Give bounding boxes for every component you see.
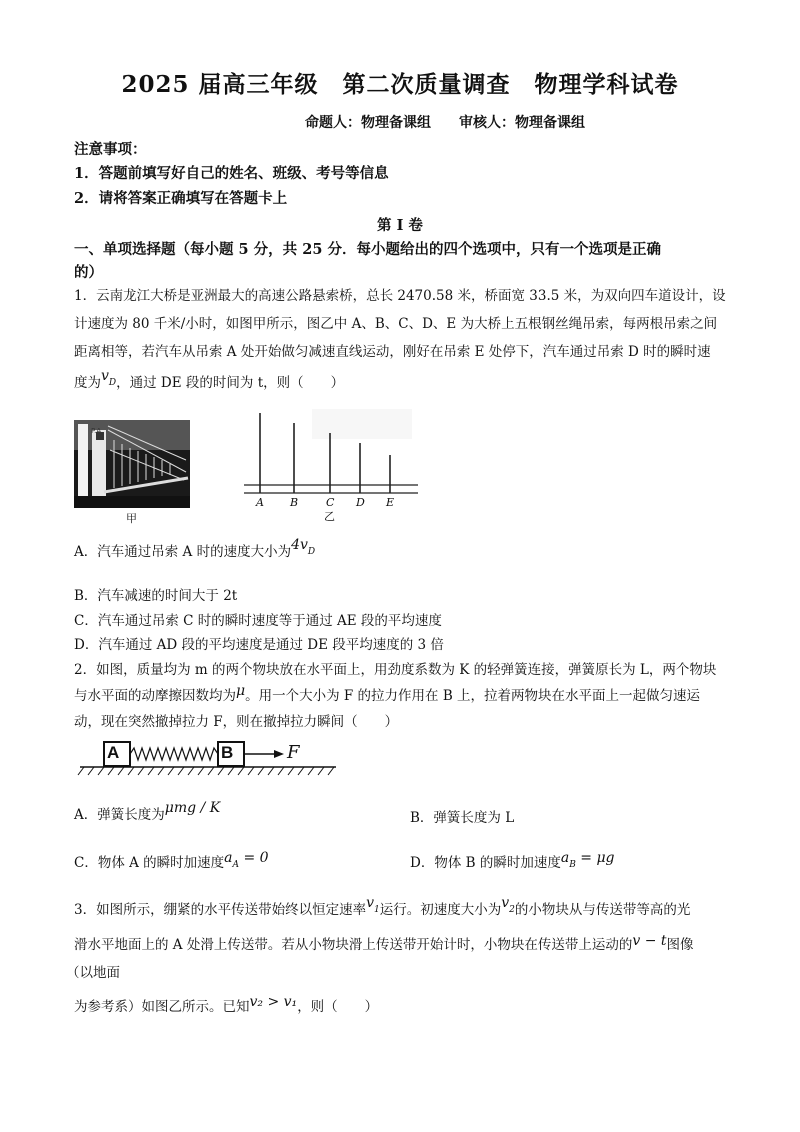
vd-symbol: v xyxy=(101,368,109,384)
q3-line-4 xyxy=(74,995,378,1015)
cable-label-e: E xyxy=(386,496,395,509)
q2-line-2-a: 与水平面的动摩擦因数均为 xyxy=(74,688,236,704)
q3-line-3: （以地面 xyxy=(66,965,120,981)
q2-line-1: 2．如图，质量均为 m 的两个物块放在水平面上，用劲度系数为 K 的轻弹簧连接，弹簧原长为 L，两个物块 xyxy=(74,662,717,678)
q3-line-4-a: 为参考系）如图乙所示。已知 xyxy=(74,999,250,1015)
v1-symbol: v xyxy=(366,895,375,911)
q2-option-a-math: μmg / K xyxy=(164,800,221,816)
q3-line-1-c: 的小物块从与传送带等高的光 xyxy=(514,902,691,918)
q3-line-1 xyxy=(74,895,691,921)
q1-option-b: B．汽车减速的时间大于 2t xyxy=(74,588,238,604)
vd-subscript: D xyxy=(108,377,117,388)
q3-line-2-b: 图像 xyxy=(666,937,694,953)
author-line: 命题人：物理备课组 审核人：物理备课组 xyxy=(305,115,585,131)
q1-option-c: C．汽车通过吊索 C 时的瞬时速度等于通过 AE 段的平均速度 xyxy=(74,613,442,629)
block-b-label: B xyxy=(221,743,234,762)
notice-item-1: 1．答题前填写好自己的姓名、班级、考号等信息 xyxy=(74,165,389,182)
q2-line-2 xyxy=(74,684,700,704)
q3-line-1-b: 运行。初速度大小为 xyxy=(379,902,502,918)
q1-line-4 xyxy=(74,368,344,404)
q2-option-d-sub: B xyxy=(569,859,576,870)
q2-option-d xyxy=(410,851,615,874)
q2-option-c-math: a xyxy=(224,850,233,866)
q3-line-2 xyxy=(74,933,694,953)
q2-option-c-text: C．物体 A 的瞬时加速度 xyxy=(74,855,225,871)
q1-option-a xyxy=(74,537,316,563)
q3-line-1-a: 3．如图所示，绷紧的水平传送带始终以恒定速率 xyxy=(74,902,367,918)
q3-condition: v₂ > v₁ xyxy=(249,994,298,1010)
part-title: 第 I 卷 xyxy=(377,217,423,234)
q3-line-4-b: ，则（ ） xyxy=(297,999,379,1015)
q2-option-d-rest: = μg xyxy=(575,850,615,866)
section1-heading: 一、单项选择题（每小题 5 分，共 25 分．每小题给出的四个选项中，只有一个选项是正确 xyxy=(74,241,661,258)
q1-option-d: D．汽车通过 AD 段的平均速度是通过 DE 段平均速度的 3 倍 xyxy=(74,637,444,653)
q3-line-2-a: 滑水平地面上的 A 处滑上传送带。若从小物块滑上传送带开始计时，小物块在传送带上运动的 xyxy=(74,937,633,953)
cable-label-c: C xyxy=(326,496,335,509)
q2-option-c xyxy=(74,851,269,874)
q1-line-1: 1．云南龙江大桥是亚洲最大的高速公路悬索桥，总长 2470.58 米，桥面宽 33.5 米，为双向四车道设计，设 xyxy=(74,288,726,304)
cable-label-a: A xyxy=(256,496,264,509)
notice-item-2: 2．请将答案正确填写在答题卡上 xyxy=(74,190,288,207)
q2-option-d-text: D．物体 B 的瞬时加速度 xyxy=(410,855,561,871)
fig-yi-label: 乙 xyxy=(324,510,335,523)
vt-symbol: v − t xyxy=(632,933,667,949)
notice-heading: 注意事项： xyxy=(74,141,147,158)
q2-option-d-math: a xyxy=(560,850,570,866)
q1-option-a-sub: D xyxy=(307,546,316,557)
exam-title: 2025 届高三年级 第二次质量调查 物理学科试卷 xyxy=(121,71,679,98)
q2-option-a-text: A．弹簧长度为 xyxy=(74,807,165,823)
q2-line-2-b: 。用一个大小为 F 的拉力作用在 B 上，拉着两物块在水平面上一起做匀速运 xyxy=(245,688,701,704)
q1-line-2: 计速度为 80 千米/小时，如图甲所示，图乙中 A、B、C、D、E 为大桥上五根钢丝绳吊索，每两根吊索之间 xyxy=(74,316,718,332)
q2-option-c-rest: = 0 xyxy=(239,850,269,866)
cable-label-b: B xyxy=(290,496,299,509)
v1-subscript: 1 xyxy=(374,904,380,915)
section1-heading-cont: 的） xyxy=(74,264,103,281)
q1-line-4-a: 度为 xyxy=(74,375,101,391)
q2-option-a xyxy=(74,800,221,823)
q2-line-3: 动，现在突然撤掉拉力 F，则在撤掉拉力瞬间（ ） xyxy=(74,714,399,730)
v2-symbol: v xyxy=(501,895,510,911)
q2-option-b: B．弹簧长度为 L xyxy=(410,810,515,826)
fig-jia-label: 甲 xyxy=(126,512,137,525)
mu-symbol: μ xyxy=(236,683,246,699)
block-a-label: A xyxy=(107,743,120,762)
q2-option-c-sub: A xyxy=(232,859,240,870)
q1-option-a-math: 4v xyxy=(291,537,308,553)
q1-line-4-b: ，通过 DE 段的时间为 t，则（ ） xyxy=(116,375,345,391)
cable-label-d: D xyxy=(356,496,365,509)
photo-text: P.A xyxy=(91,427,102,435)
q1-line-3: 距离相等，若汽车从吊索 A 处开始做匀减速直线运动，刚好在吊索 E 处停下，汽车通过吊索 D 时的瞬时速 xyxy=(74,344,711,360)
force-label: F xyxy=(287,742,300,763)
v2-subscript: 2 xyxy=(509,904,515,915)
q1-option-a-text: A．汽车通过吊索 A 时的速度大小为 xyxy=(74,544,292,560)
